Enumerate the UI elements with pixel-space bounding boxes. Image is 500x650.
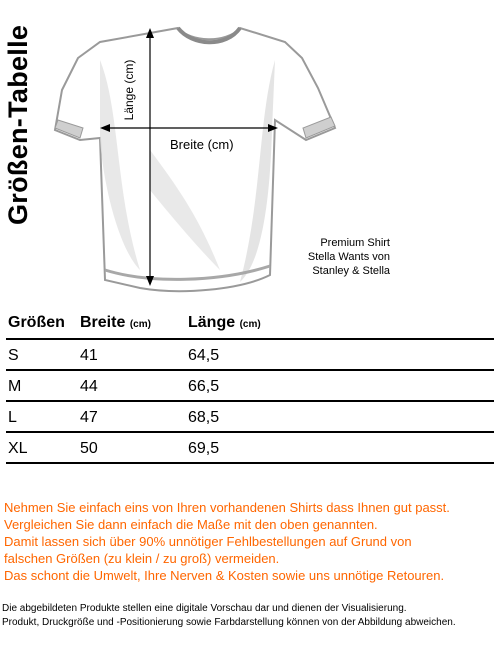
note-line: Das schont die Umwelt, Ihre Nerven & Kosten sowie uns unnötige Retouren. xyxy=(4,568,445,583)
cell-size: L xyxy=(8,409,17,426)
fit-advice-note xyxy=(4,499,498,584)
cell-breite: 50 xyxy=(80,440,98,457)
product-info-line: Stanley & Stella xyxy=(312,265,390,277)
cell-breite: 41 xyxy=(80,347,98,364)
cell-laenge: 66,5 xyxy=(188,378,220,395)
product-info-line: Premium Shirt xyxy=(320,237,390,249)
table-row xyxy=(6,374,494,402)
product-info-line: Stella Wants von xyxy=(307,251,390,263)
page-title: Größen-Tabelle xyxy=(3,24,33,225)
header-breite: Breite (cm) xyxy=(80,314,151,331)
cell-breite: 47 xyxy=(80,409,98,426)
note-line: Nehmen Sie einfach eins von Ihren vorhandenen Shirts dass Ihnen gut passt. xyxy=(4,500,450,515)
size-table xyxy=(6,312,494,464)
disclaimer xyxy=(2,602,498,630)
cell-size: S xyxy=(8,347,19,364)
header-groessen: Größen xyxy=(8,314,65,331)
table-row xyxy=(6,405,494,433)
tshirt-diagram xyxy=(0,0,500,300)
product-info xyxy=(300,236,390,278)
note-line: falschen Größen (zu klein / zu groß) vermeiden. xyxy=(4,551,280,566)
table-header xyxy=(6,312,494,340)
disclaimer-line: Produkt, Druckgröße und -Positionierung sowie Farbdarstellung können von der Abbildung abweichen. xyxy=(2,617,456,628)
cell-size: XL xyxy=(8,440,28,457)
table-row xyxy=(6,343,494,371)
cell-laenge: 64,5 xyxy=(188,347,220,364)
tshirt-outline xyxy=(55,28,335,291)
note-line: Vergleichen Sie dann einfach die Maße mit den oben genannten. xyxy=(4,517,378,532)
cell-laenge: 69,5 xyxy=(188,440,220,457)
header-laenge: Länge (cm) xyxy=(188,314,261,331)
cell-size: M xyxy=(8,378,22,395)
breite-label: Breite (cm) xyxy=(170,137,234,152)
note-line: Damit lassen sich über 90% unnötiger Fehlbestellungen auf Grund von xyxy=(4,534,412,549)
laenge-label: Länge (cm) xyxy=(122,59,136,121)
table-row xyxy=(6,436,494,464)
disclaimer-line: Die abgebildeten Produkte stellen eine digitale Vorschau dar und dienen der Visualisierung. xyxy=(2,603,407,614)
cell-breite: 44 xyxy=(80,378,98,395)
cell-laenge: 68,5 xyxy=(188,409,220,426)
